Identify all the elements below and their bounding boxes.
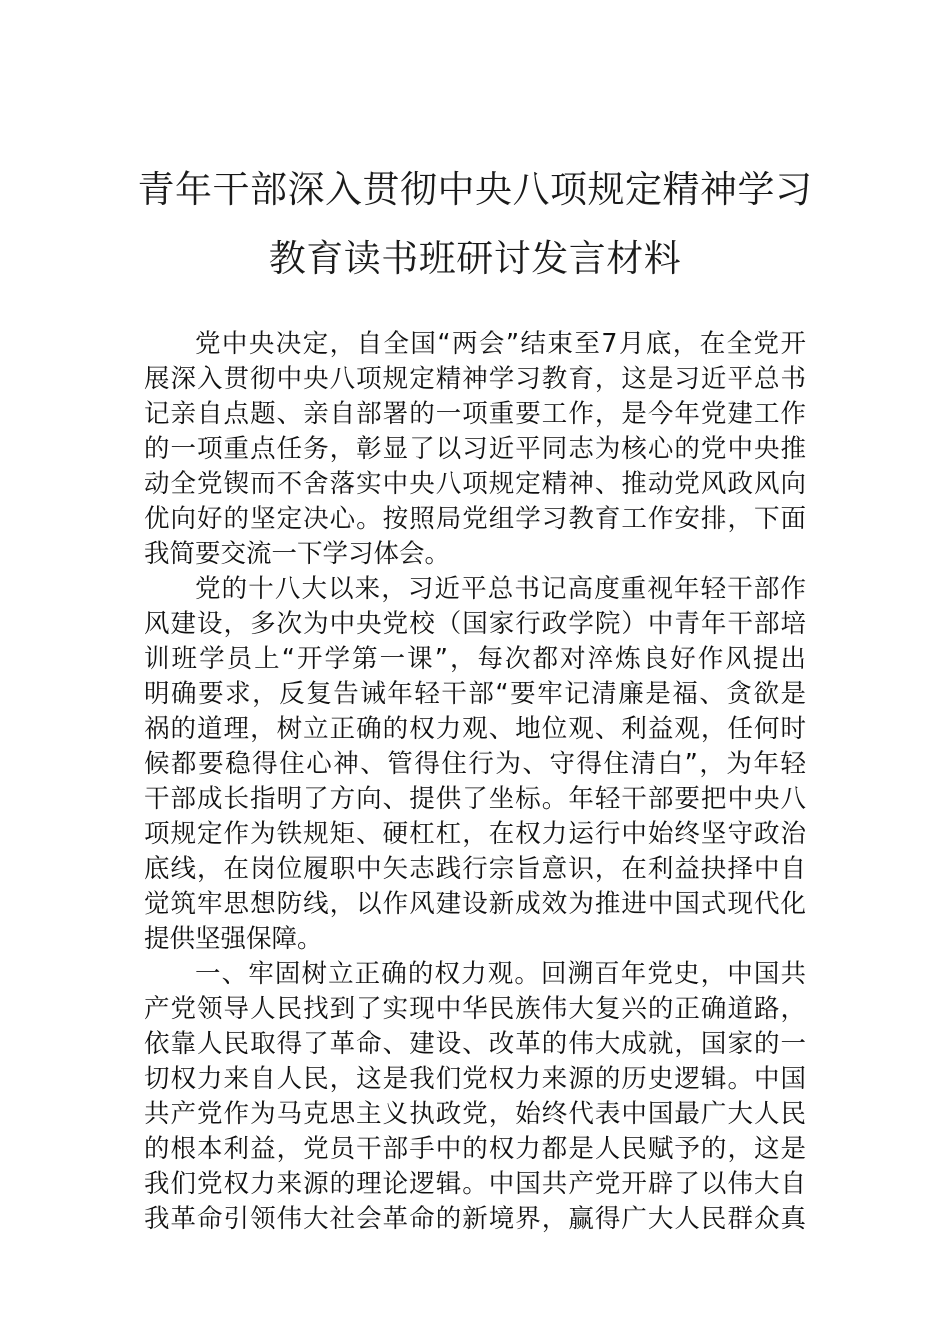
paragraph-2-line: 干部成长指明了方向、提供了坐标。年轻干部要把中央八 xyxy=(144,784,806,814)
paragraph-3-line: 切权力来自人民，这是我们党权力来源的历史逻辑。中国 xyxy=(144,1064,806,1094)
paragraph-2-line: 祸的道理，树立正确的权力观、地位观、利益观，任何时 xyxy=(144,714,806,744)
document-title-line-1: 青年干部深入贯彻中央八项规定精神学习 xyxy=(137,168,813,211)
paragraph-1-line: 优向好的坚定决心。按照局党组学习教育工作安排，下面 xyxy=(144,504,806,534)
paragraph-2-line: 提供坚强保障。 xyxy=(144,924,323,954)
paragraph-3-line: 依靠人民取得了革命、建设、改革的伟大成就，国家的一 xyxy=(144,1029,806,1059)
paragraph-3-line: 共产党作为马克思主义执政党，始终代表中国最广大人民 xyxy=(144,1099,806,1129)
paragraph-2-line: 觉筑牢思想防线，以作风建设新成效为推进中国式现代化 xyxy=(144,889,806,919)
paragraph-3-line: 我革命引领伟大社会革命的新境界，赢得广大人民群众真 xyxy=(144,1204,806,1234)
paragraph-2-line: 底线，在岗位履职中矢志践行宗旨意识，在利益抉择中自 xyxy=(144,854,806,884)
document-title-line-2: 教育读书班研讨发言材料 xyxy=(268,237,682,280)
paragraph-3-line: 的根本利益，党员干部手中的权力都是人民赋予的，这是 xyxy=(144,1134,806,1164)
paragraph-3-line: 我们党权力来源的理论逻辑。中国共产党开辟了以伟大自 xyxy=(144,1169,806,1199)
paragraph-1-line: 展深入贯彻中央八项规定精神学习教育，这是习近平总书 xyxy=(144,364,806,394)
paragraph-1-line: 的一项重点任务，彰显了以习近平同志为核心的党中央推 xyxy=(144,434,806,464)
paragraph-2-line: 党的十八大以来，习近平总书记高度重视年轻干部作 xyxy=(195,574,806,604)
paragraph-1-line: 我简要交流一下学习体会。 xyxy=(144,539,451,569)
paragraph-2-line: 风建设，多次为中央党校（国家行政学院）中青年干部培 xyxy=(144,609,806,639)
paragraph-2-line: 明确要求，反复告诫年轻干部“要牢记清廉是福、贪欲是 xyxy=(144,679,806,709)
paragraph-1-line: 记亲自点题、亲自部署的一项重要工作，是今年党建工作 xyxy=(144,399,806,429)
paragraph-3-line: 产党领导人民找到了实现中华民族伟大复兴的正确道路， xyxy=(144,994,806,1024)
paragraph-2-line: 训班学员上“开学第一课”，每次都对淬炼良好作风提出 xyxy=(144,644,806,674)
paragraph-1-line: 动全党锲而不舍落实中央八项规定精神、推动党风政风向 xyxy=(144,469,806,499)
paragraph-2-line: 项规定作为铁规矩、硬杠杠，在权力运行中始终坚守政治 xyxy=(144,819,806,849)
paragraph-2-line: 候都要稳得住心神、管得住行为、守得住清白”，为年轻 xyxy=(144,749,806,779)
paragraph-1-line: 党中央决定，自全国“两会”结束至7月底，在全党开 xyxy=(195,329,806,359)
paragraph-3-line: 一、牢固树立正确的权力观。回溯百年党史，中国共 xyxy=(195,959,806,989)
